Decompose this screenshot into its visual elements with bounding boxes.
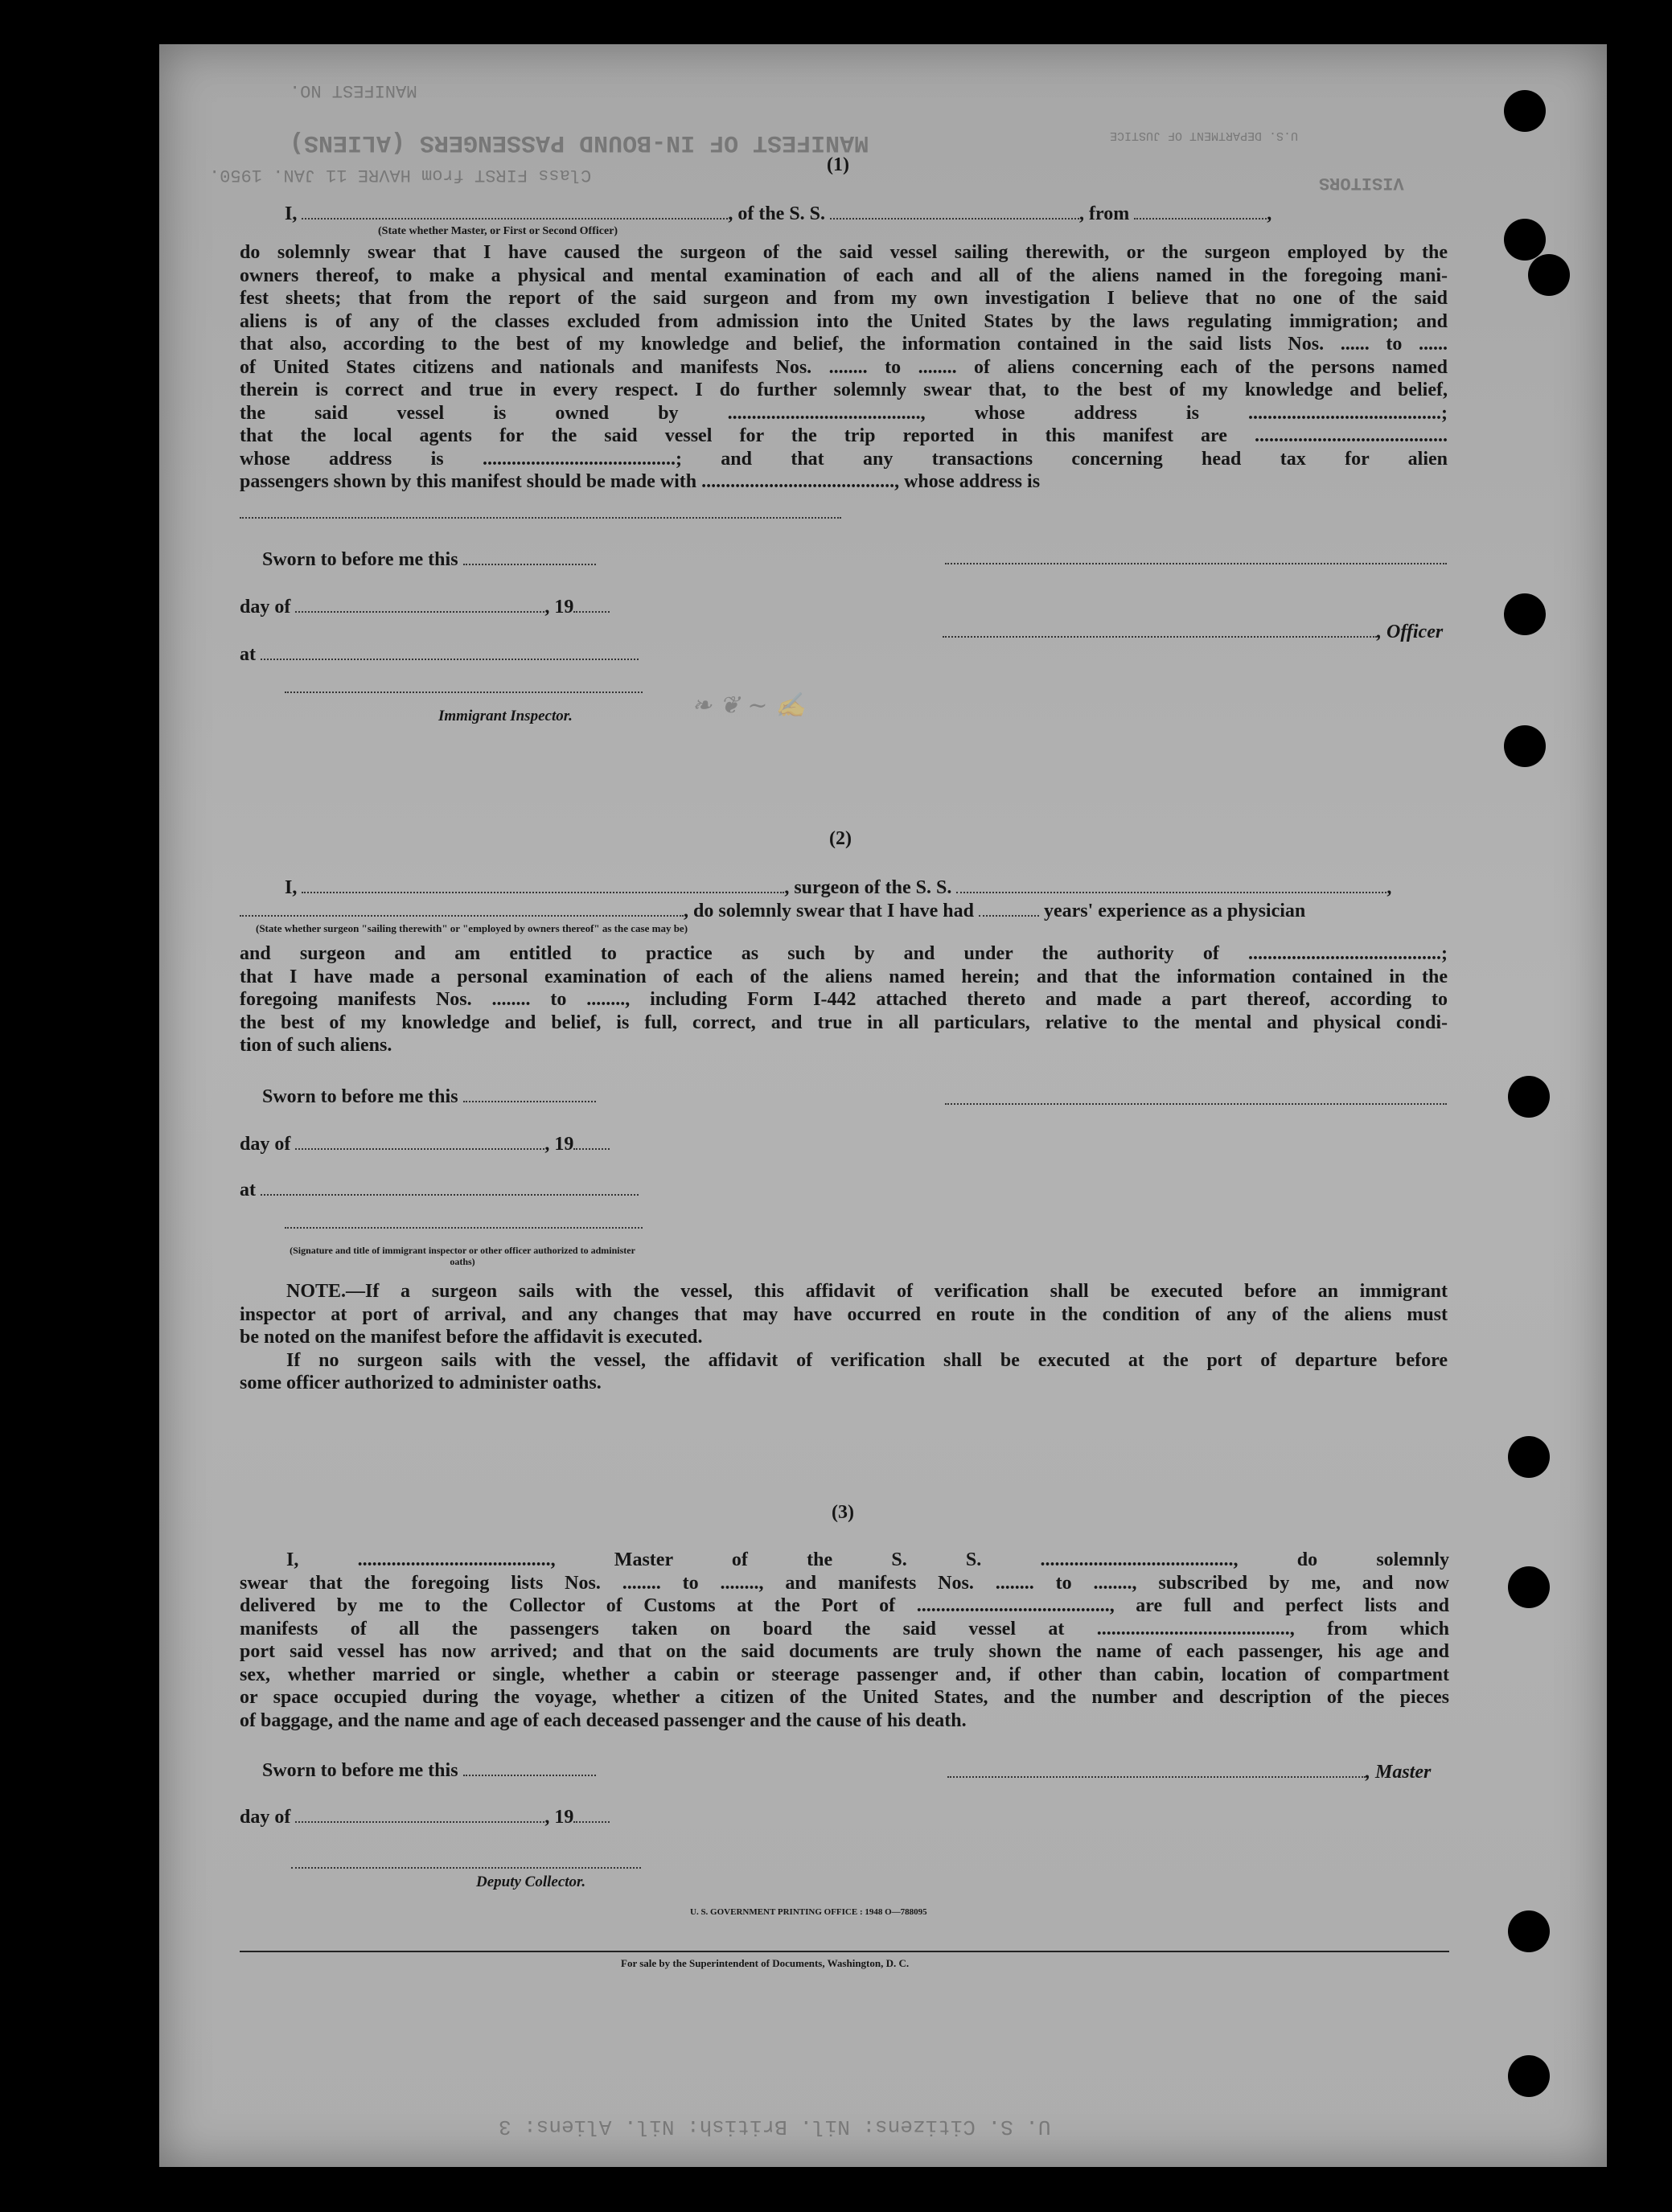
section-1-inspector-label: Immigrant Inspector. <box>438 708 573 724</box>
bleed-through-header: VISITORS <box>1319 173 1404 193</box>
binder-hole <box>1504 90 1546 132</box>
binder-hole <box>1508 1566 1550 1608</box>
section-2-signature-note: (Signature and title of immigrant inspector or other officer authorized to administer oaths) <box>290 1245 635 1267</box>
section-3-sworn: Sworn to before me this <box>262 1759 596 1782</box>
section-2-sworn: Sworn to before me this <box>262 1085 596 1108</box>
binder-hole <box>1508 1076 1550 1118</box>
section-2-note-text: NOTE.—If a surgeon sails with the vessel, this affidavit of verification shall be executed before an immigrant inspector at port of arrival, and any changes that may have occurred en route in the condition of any of the aliens must be noted on the manifest before the affidavit is executed. If no surgeon sails with the vessel, the affidavit of verification shall be executed at the port of departure before some officer authorized to administer oaths. <box>240 1281 1448 1393</box>
section-2-line-2: , do solemnly swear that I have had years' experience as a physician <box>240 900 1305 922</box>
section-1-line-1: I, , of the S. S. , from , <box>285 203 1272 224</box>
section-2-surgeon-note: (State whether surgeon "sailing therewith" or "employed by owners thereof" as the case may be) <box>256 922 688 934</box>
section-1-at: at <box>240 643 639 666</box>
section-3-master: , Master <box>947 1761 1431 1783</box>
section-1-number: (1) <box>827 154 849 175</box>
section-2-line-1: I, , surgeon of the S. S. , <box>285 877 1392 898</box>
footer-rule <box>240 1951 1449 1952</box>
section-1-sworn: Sworn to before me this <box>262 548 596 571</box>
bleed-through-header: MANIFEST OF IN-BOUND PASSENGERS (ALIENS) <box>290 129 869 156</box>
binder-hole <box>1504 593 1546 635</box>
section-1-officer-note: (State whether Master, or First or Second Officer) <box>378 225 618 237</box>
binder-hole <box>1508 2055 1550 2097</box>
section-1-address-line <box>240 517 841 519</box>
section-3-collector-line <box>291 1867 641 1869</box>
section-1-officer: , Officer <box>943 621 1443 643</box>
section-2-officer-line <box>285 1227 643 1229</box>
sale-notice: For sale by the Superintendent of Documents, Washington, D. C. <box>621 1957 910 1969</box>
bleed-through-bottom: U. S. Citizens: Nil. British: Nil. Aliens: 3 <box>499 2115 1051 2139</box>
section-1-oath-text: do solemnly swear that I have caused the surgeon of the said vessel sailing therewith, or the surgeon employed by the owners thereof, to make a physical and mental examination of each and all of the aliens named in the foregoing mani- fest sheets; that from the report of the said surgeon and from my own investigation I believe that no one of the said aliens is of any of the classes excluded from admission into the United States by the laws regulating immigration; and that also, according to the best of my knowledge and belief, the information contained in the said lists Nos. ...... to ...... of United States citizens and nationals and manifests Nos. ........ to ........ of aliens concerning each of the persons named therein is correct and true in every respect. I do further solemnly swear that, to the best of my knowledge and belief, the said vessel is owned by ........................................, whose address is ........................................; that the local agents for the said vessel for the trip reported in this manifest are ........................................ whose address is ........................................; and that any transactions concerning head tax for alien passengers shown by this manifest should be made with ........................................, whose address is <box>240 242 1448 492</box>
section-2-oath-text: and surgeon and am entitled to practice as such by and under the authority of ........................................; that I have made a personal examination of each of the aliens named herein; and that the information contained in the foregoing manifests Nos. ........ to ........, including Form I-442 attached thereto and made a part thereof, according to the best of my knowledge and belief, is full, correct, and true in all particulars, relative to the mental and physical condi- tion of such aliens. <box>240 943 1448 1056</box>
section-2-day-of: day of , 19 <box>240 1133 610 1155</box>
binder-hole <box>1528 254 1570 296</box>
section-3-oath-text: I, ........................................, Master of the S. S. ........................................, do solemnly swear that the foregoing lists Nos. ........ to ........, and manifests Nos. ........ to ........, subscribed by me, and now delivered by me to the Collector of Customs at the Port of ........................................, are full and perfect lists and manifests of all the passengers taken on board the said vessel at ........................................, from which port said vessel has now arrived; and that on the said documents are truly shown the name of each passenger, his age and sex, whether married or single, whether a cabin or steerage passenger and, if other than cabin, location of compartment or space occupied during the voyage, whether a citizen of the United States, and the number and description of the pieces of baggage, and the name and age of each deceased passenger and the cause of his death. <box>240 1549 1449 1731</box>
section-1-signature-line <box>945 563 1447 564</box>
section-3-deputy-label: Deputy Collector. <box>476 1873 586 1890</box>
section-3-number: (3) <box>832 1502 854 1523</box>
gpo-imprint: U. S. GOVERNMENT PRINTING OFFICE : 1948 O—788095 <box>690 1907 927 1917</box>
section-2-at: at <box>240 1179 639 1201</box>
binder-hole <box>1504 725 1546 767</box>
bleed-through-header: U.S. DEPARTMENT OF JUSTICE <box>1110 129 1299 142</box>
bleed-through-header: Class FIRST from HAVRE 11 JAN. 1950. <box>209 165 592 185</box>
binder-hole <box>1504 219 1546 261</box>
bleed-through-signature: ❧ ❦ ~ ✍ <box>692 692 806 720</box>
section-3-day-of: day of , 19 <box>240 1806 610 1828</box>
binder-hole <box>1508 1436 1550 1478</box>
section-1-day-of: day of , 19 <box>240 596 610 618</box>
section-2-number: (2) <box>829 828 852 849</box>
bleed-through-header: MANIFEST NO. <box>290 80 417 101</box>
binder-hole <box>1508 1910 1550 1952</box>
section-1-inspector-line <box>285 692 643 693</box>
section-2-signature-line <box>945 1103 1447 1105</box>
